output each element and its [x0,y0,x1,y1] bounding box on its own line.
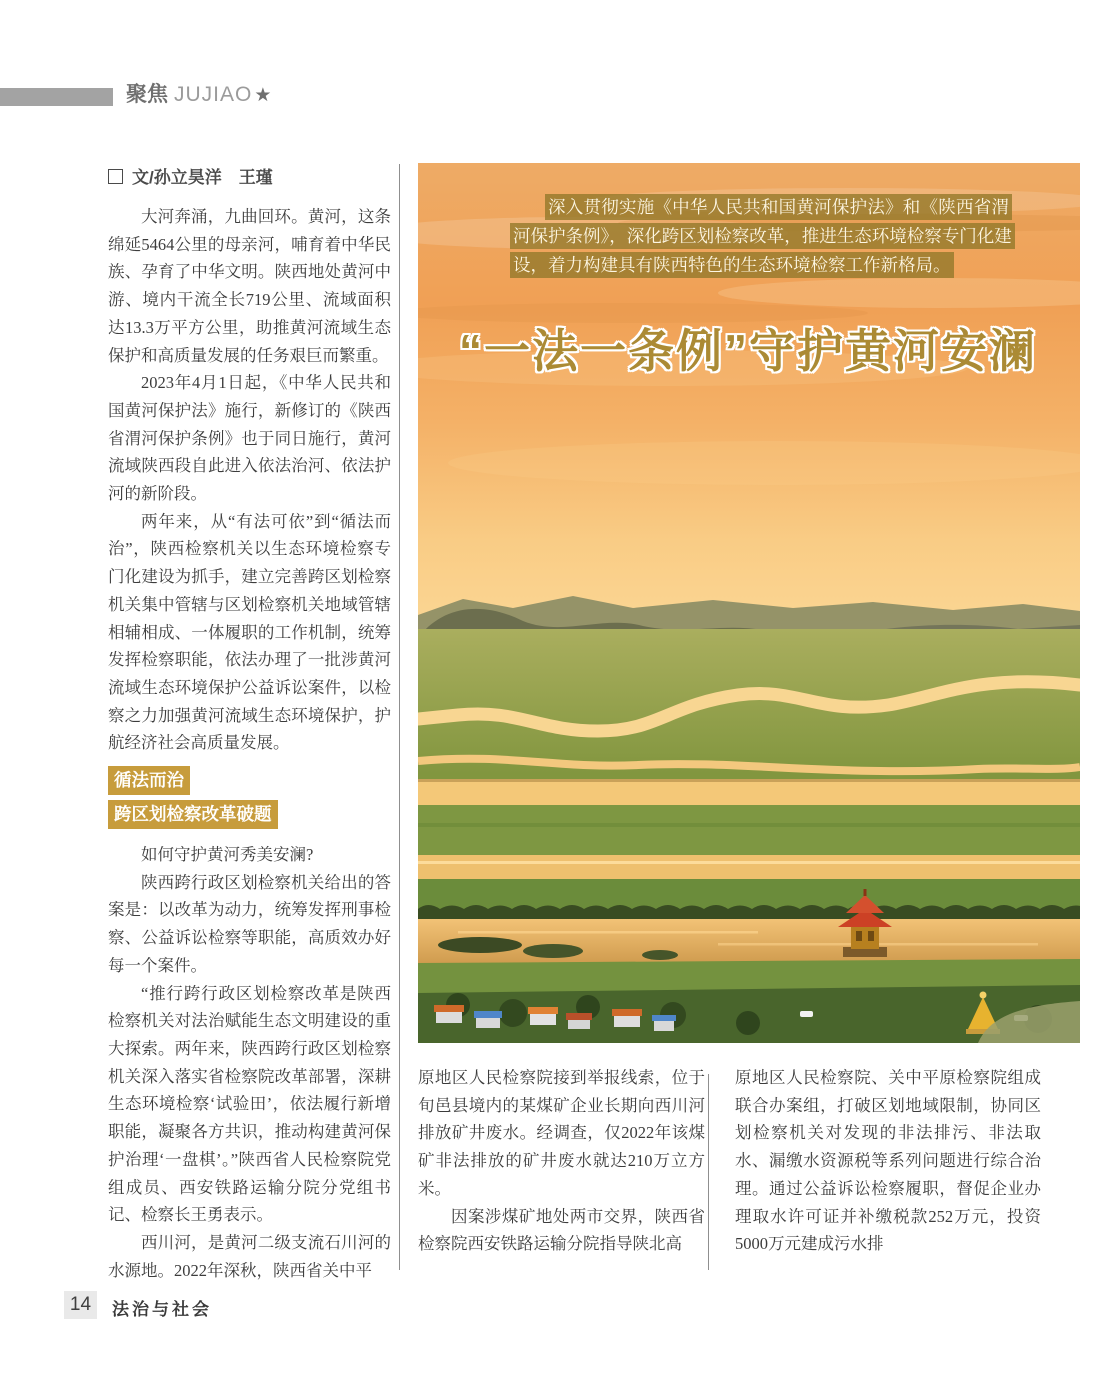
square-bullet-icon [108,169,123,184]
section-header [126,80,271,111]
article-title: “一法一条例”守护黄河安澜 [459,325,1037,377]
byline [108,163,273,188]
column-divider-middle [708,1074,709,1270]
subhead-line2: 跨区划检察改革破题 [108,800,278,829]
paragraph: 原地区人民检察院接到举报线索，位于旬邑县境内的某煤矿企业长期向西川河排放矿井废水。经调查，仅2022年该煤矿非法排放的矿井废水就达210万立方米。 [418,1068,705,1198]
river-sunset-illustration [418,163,1080,1043]
section-title-cn: 聚焦 [126,83,168,106]
paragraph: 如何守护黄河秀美安澜? [141,845,314,865]
section-header-bar [0,88,113,106]
photo-caption: 深入贯彻实施《中华人民共和国黄河保护法》和《陕西省渭河保护条例》，深化跨区划检察改革，推进生态环境检察专门化建设，着力构建具有陕西特色的生态环境检察工作新格局。 [510,193,1012,280]
water-band-2 [418,855,1080,879]
yellow-river-photo [418,163,1080,1043]
paragraph: 因案涉煤矿地处两市交界，陕西省检察院西安铁路运输分院指导陕北高 [418,1206,705,1254]
right-column [735,1064,1041,1258]
car [800,1011,813,1017]
paragraph: 两年来，从“有法可依”到“循法而治”，陕西检察机关以生态环境检察专门化建设为抓手，建立完善跨区划检察机关集中管辖与区划检察机关地域管辖相辅相成、一体履职的工作机制，统筹发挥检察职能，依法办理了一批涉黄河流域生态环境保护公益诉讼案件，以检察之力加强黄河流域生态环境保护，护航经济社会高质量发展。 [108,511,391,753]
island [438,937,522,953]
paragraph: 陕西跨行政区划检察机关给出的答案是：以改革为动力，统筹发挥刑事检察、公益诉讼检察等职能，高质效办好每一个案件。 [108,872,391,975]
subhead-line1: 循法而治 [108,766,190,795]
magazine-title: 法治与社会 [112,1300,212,1319]
middle-column [418,1064,705,1258]
paragraph: “推行跨行政区划检察改革是陕西检察机关对法治赋能生态文明建设的重大探索。两年来，陕西跨行政区划检察机关深入落实省检察院改革部署，深耕生态环境检察‘试验田’，依法履行新增职能，凝聚各方共识，推动构建黄河保护治理‘一盘棋’。”陕西省人民检察院党组成员、西安铁路运输分院分党组书记、检察长王勇表示。 [108,983,391,1225]
column-divider-left [399,164,400,1270]
water-band-1 [418,779,1080,805]
subhead-block [108,766,391,834]
star-icon: ★ [254,85,272,106]
byline-text: 文/孙立昊洋 王瑾 [132,168,273,187]
paragraph: 西川河，是黄河二级支流石川河的水源地。2022年深秋，陕西省关中平 [108,1232,391,1280]
paragraph: 2023年4月1日起，《中华人民共和国黄河保护法》施行，新修订的《陕西省渭河保护条例》也于同日施行，黄河流域陕西段自此进入依法治河、依法护河的新阶段。 [108,373,391,504]
section-title-en: JUJIAO [174,83,253,106]
paragraph: 原地区人民检察院、关中平原检察院组成联合办案组，打破区划地域限制，协同区划检察机关对发现的非法排污、非法取水、漏缴水资源税等系列问题进行综合治理。通过公益诉讼检察履职，督促企业办理取水许可证并补缴税款252万元，投资5000万元建成污水排 [735,1068,1041,1254]
left-column [108,203,391,1284]
lake [418,919,1080,963]
page-number: 14 [64,1291,97,1319]
paragraph: 大河奔涌，九曲回环。黄河，这条绵延5464公里的母亲河，哺育着中华民族、孕育了中华文明。陕西地处黄河中游、境内干流全长719公里、流域面积达13.3万平方公里，助推黄河流域生态保护和高质量发展的任务艰巨而繁重。 [108,207,391,365]
